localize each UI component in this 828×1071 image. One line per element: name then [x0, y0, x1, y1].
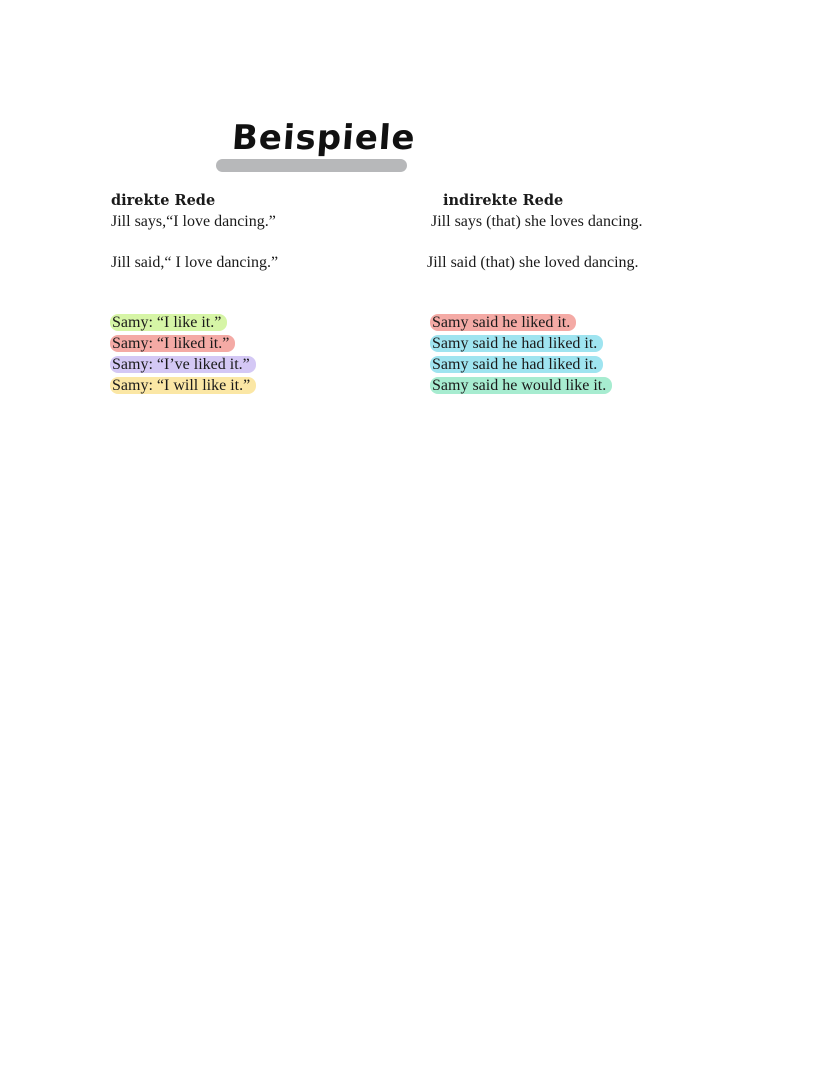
- direct-samy-line-2: [111, 333, 411, 354]
- highlighted-text: Samy: “I will like it.”: [110, 377, 256, 394]
- indirect-samy-line-1: [427, 312, 747, 333]
- indirect-samy-line-4: [427, 375, 747, 396]
- indirect-example-2: Jill said (that) she loved dancing.: [427, 254, 639, 271]
- direct-example-1: Jill says,“I love dancing.”: [111, 213, 276, 230]
- page-title: Beispiele: [230, 118, 418, 158]
- indirect-example-1: Jill says (that) she loves dancing.: [431, 213, 643, 230]
- direct-example-2: Jill said,“ I love dancing.”: [111, 254, 279, 271]
- title-underline-bar: [216, 159, 407, 172]
- direct-samy-line-3: [111, 354, 411, 375]
- highlighted-text: Samy: “I like it.”: [110, 314, 227, 331]
- highlighted-text: Samy said he had liked it.: [430, 356, 603, 373]
- indirect-speech-column: [427, 191, 747, 396]
- highlighted-text: Samy said he would like it.: [430, 377, 612, 394]
- indirect-speech-heading: indirekte Rede: [443, 192, 564, 209]
- title-block: [216, 118, 418, 178]
- indirect-samy-line-2: [427, 333, 747, 354]
- highlighted-text: Samy: “I’ve liked it.”: [110, 356, 256, 373]
- direct-speech-heading: direkte Rede: [111, 192, 216, 209]
- direct-samy-line-4: [111, 375, 411, 396]
- highlighted-text: Samy said he liked it.: [430, 314, 576, 331]
- direct-samy-line-1: [111, 312, 411, 333]
- direct-speech-column: [111, 191, 411, 396]
- indirect-samy-line-3: [427, 354, 747, 375]
- highlighted-text: Samy said he had liked it.: [430, 335, 603, 352]
- highlighted-text: Samy: “I liked it.”: [110, 335, 235, 352]
